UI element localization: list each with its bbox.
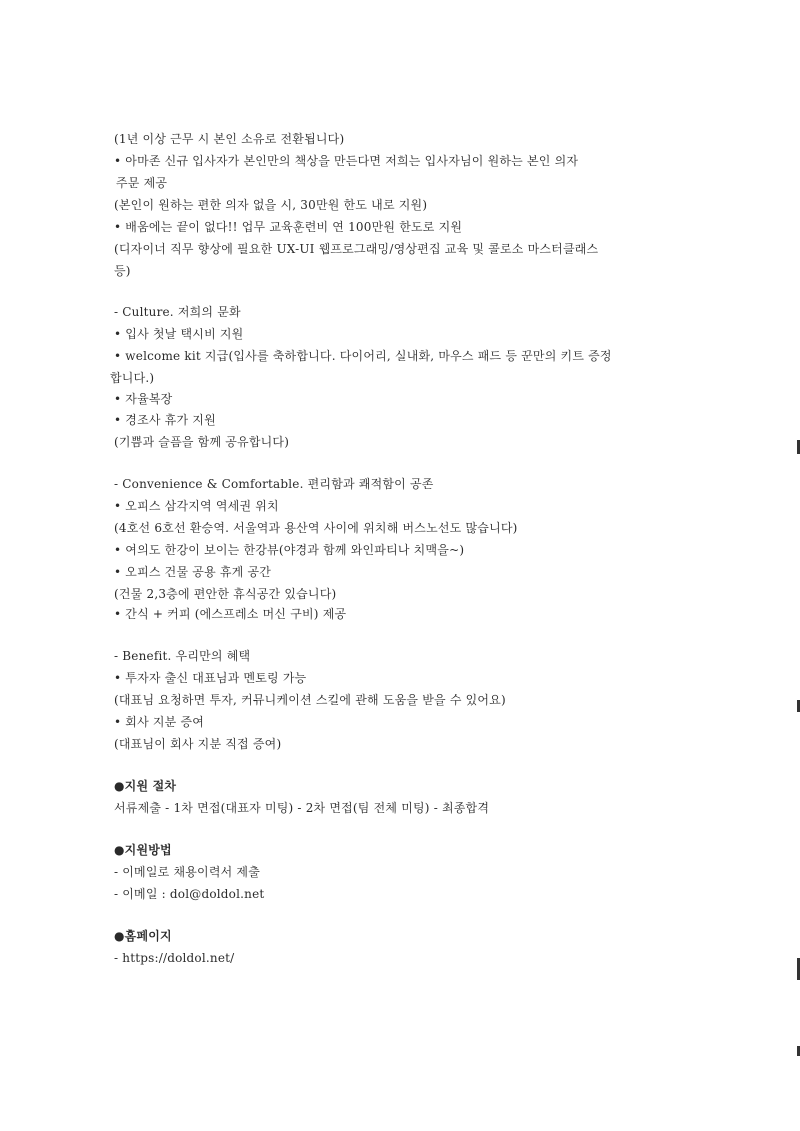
text-line-homepage-url: - https://doldol.net/ (114, 951, 235, 965)
text-line-taxi: • 입사 첫날 택시비 지원 (114, 327, 244, 341)
text-line-welcome-kit: • welcome kit 지급(입사를 축하합니다. 다이어리, 실내화, 마우스 패드 등 꾼만의 키트 증정 (114, 349, 612, 363)
text-line-lounge-detail: (건물 2,3층에 편안한 휴식공간 있습니다) (114, 587, 337, 601)
text-line-office-location-detail: (4호선 6호선 환승역. 서울역과 용산역 사이에 위치해 버스노선도 많습니다) (114, 521, 518, 535)
text-line-office-location: • 오피스 삼각지역 역세권 위치 (114, 499, 279, 513)
section-heading-application-method: ●지원방법 (114, 843, 172, 857)
text-line-education-bullet: • 배움에는 끝이 없다!! 업무 교육훈련비 연 100만원 한도로 지원 (114, 220, 463, 234)
section-heading-convenience: - Convenience & Comfortable. 편리함과 쾌적함이 공존 (114, 477, 434, 491)
text-line-mentoring-detail: (대표님 요청하면 투자, 커뮤니케이션 스킬에 관해 도움을 받을 수 있어요) (114, 693, 506, 707)
section-heading-culture: - Culture. 저희의 문화 (114, 305, 241, 319)
text-line-education-detail: (디자이너 직무 향상에 필요한 UX-UI 웹프로그래밍/영상편집 교육 및 콜로소 마스터클래스 (114, 242, 599, 256)
text-line-welcome-kit-end: 합니다.) (110, 371, 155, 385)
text-line-mentoring: • 투자자 출신 대표님과 멘토링 가능 (114, 671, 307, 685)
text-line-submit-resume: - 이메일로 채용이력서 제출 (114, 865, 261, 879)
text-line-education-detail-end: 등) (114, 264, 131, 278)
text-line-lounge: • 오피스 건물 공용 휴게 공간 (114, 565, 272, 579)
text-line-equity: • 회사 지분 증여 (114, 715, 205, 729)
text-line-chair-order: 주문 제공 (116, 176, 168, 190)
text-line-equity-detail: (대표님이 회사 지분 직접 증여) (114, 737, 282, 751)
section-heading-benefit: - Benefit. 우리만의 혜택 (114, 649, 251, 663)
text-line-dress-code: • 자율복장 (114, 392, 173, 406)
section-heading-homepage: ●홈페이지 (114, 929, 172, 943)
text-line-email: - 이메일 : dol@doldol.net (114, 887, 265, 901)
text-line-family-leave-detail: (기쁨과 슬픔을 함께 공유합니다) (114, 435, 290, 449)
text-line-river-view: • 여의도 한강이 보이는 한강뷰(야경과 함께 와인파티나 치맥을~) (114, 543, 465, 557)
text-line-desk-bullet: • 아마존 신규 입사자가 본인만의 책상을 만든다면 저희는 입사자님이 원하는 본인 의자 (114, 154, 579, 168)
text-line-snacks: • 간식 + 커피 (에스프레소 머신 구비) 제공 (114, 607, 347, 621)
text-line-family-leave: • 경조사 휴가 지원 (114, 413, 216, 427)
text-line-ownership-transfer: (1년 이상 근무 시 본인 소유로 전환됩니다) (114, 132, 345, 146)
section-heading-application-process: ●지원 절차 (114, 779, 177, 793)
text-line-process-steps: 서류제출 - 1차 면접(대표자 미팅) - 2차 면접(팀 전체 미팅) - 최종합격 (114, 801, 490, 815)
text-line-chair-limit: (본인이 원하는 편한 의자 없을 시, 30만원 한도 내로 지원) (114, 198, 428, 212)
